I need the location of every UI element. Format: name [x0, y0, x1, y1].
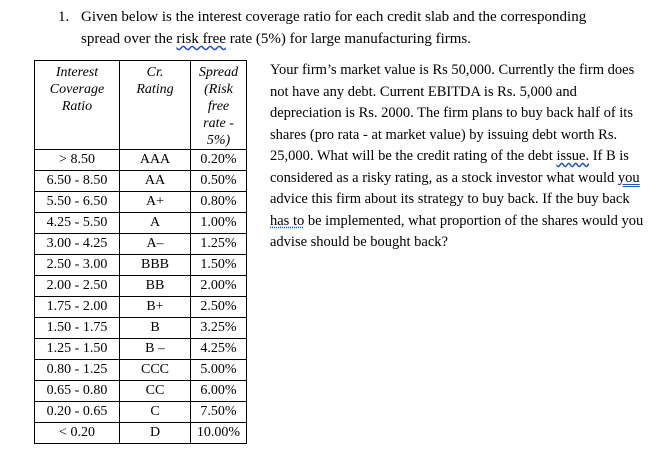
table-row [35, 297, 247, 318]
header-line: Coverage [49, 82, 105, 97]
coverage-cell: 1.75 - 2.00 [35, 297, 120, 318]
spread-cell: 0.20% [191, 150, 247, 171]
you-word: you [617, 169, 640, 186]
question-intro-line1: Given below is the interest coverage ratio for each credit slab and the corresponding [81, 9, 587, 25]
header-line: Cr. [146, 65, 164, 80]
coverage-cell: < 0.20 [35, 423, 120, 444]
coverage-cell: 6.50 - 8.50 [35, 171, 120, 192]
rating-cell: A [120, 213, 191, 234]
question-paragraph [270, 60, 648, 254]
header-line: free [207, 99, 230, 114]
header-credit-rating [120, 61, 191, 150]
header-line: Ratio [61, 99, 93, 114]
header-line: Rating [136, 82, 174, 97]
coverage-cell: 5.50 - 6.50 [35, 192, 120, 213]
table-header-row [35, 61, 247, 150]
spread-cell: 5.00% [191, 360, 247, 381]
paragraph-part1: Your firm’s market value is Rs 50,000. Currently the firm does not have any debt. Current EBITDA is Rs. 5,000 and depreciation is Rs. 2000. The firm plans to buy back half of its shares (pro rata - at market value) by issuing debt worth Rs. 25,000. What will be the credit rating of the debt [270, 62, 635, 164]
header-line: (Risk [204, 82, 233, 97]
rating-cell: C [120, 402, 191, 423]
coverage-cell: 1.25 - 1.50 [35, 339, 120, 360]
spread-cell: 7.50% [191, 402, 247, 423]
table-row [35, 360, 247, 381]
paragraph-part4: be implemented, what proportion of the shares would you advise should be bought back? [270, 212, 644, 250]
rating-cell: CCC [120, 360, 191, 381]
table-row [35, 213, 247, 234]
issue-word: issue. [556, 148, 590, 164]
rating-cell: AA [120, 171, 191, 192]
risk-free-term: risk free [176, 31, 226, 47]
spread-cell: 1.25% [191, 234, 247, 255]
coverage-cell: 3.00 - 4.25 [35, 234, 120, 255]
spread-cell: 10.00% [191, 423, 247, 444]
has-to-phrase: has to [270, 212, 305, 229]
rating-cell: B – [120, 339, 191, 360]
table-row [35, 171, 247, 192]
table-row [35, 192, 247, 213]
rating-cell: A+ [120, 192, 191, 213]
spread-cell: 4.25% [191, 339, 247, 360]
header-interest-coverage [35, 61, 120, 150]
rating-cell: BBB [120, 255, 191, 276]
rating-cell: AAA [120, 150, 191, 171]
paragraph-part3: advice this firm about its strategy to buy back. If the buy back [270, 191, 630, 207]
rating-cell: CC [120, 381, 191, 402]
table-row [35, 276, 247, 297]
table-row [35, 150, 247, 171]
header-line: rate - [203, 116, 234, 131]
coverage-cell: 0.20 - 0.65 [35, 402, 120, 423]
coverage-cell: 2.50 - 3.00 [35, 255, 120, 276]
rating-cell: A– [120, 234, 191, 255]
table-row [35, 402, 247, 423]
coverage-cell: 4.25 - 5.50 [35, 213, 120, 234]
spread-cell: 2.00% [191, 276, 247, 297]
header-line: Spread [198, 65, 239, 80]
coverage-cell: 0.65 - 0.80 [35, 381, 120, 402]
spread-cell: 1.00% [191, 213, 247, 234]
rating-cell: BB [120, 276, 191, 297]
question-intro [81, 6, 646, 50]
table-row [35, 255, 247, 276]
paragraph-part2: If B is considered as a risky rating, as a stock investor what would [270, 148, 629, 186]
question-intro-line2c: rate (5%) for large manufacturing firms. [225, 31, 471, 47]
rating-cell: D [120, 423, 191, 444]
coverage-cell: > 8.50 [35, 150, 120, 171]
spread-cell: 2.50% [191, 297, 247, 318]
spread-cell: 1.50% [191, 255, 247, 276]
table-row [35, 339, 247, 360]
spread-cell: 0.50% [191, 171, 247, 192]
credit-rating-table [34, 60, 247, 444]
table-row [35, 381, 247, 402]
rating-cell: B+ [120, 297, 191, 318]
spread-cell: 3.25% [191, 318, 247, 339]
coverage-cell: 1.50 - 1.75 [35, 318, 120, 339]
rating-cell: B [120, 318, 191, 339]
table-row [35, 234, 247, 255]
coverage-cell: 0.80 - 1.25 [35, 360, 120, 381]
header-spread [191, 61, 247, 150]
spread-cell: 6.00% [191, 381, 247, 402]
table-row [35, 318, 247, 339]
table-row [35, 423, 247, 444]
header-line: 5%) [206, 133, 231, 148]
question-intro-line2a: spread over the [81, 31, 177, 47]
question-number: 1. [58, 9, 70, 25]
coverage-cell: 2.00 - 2.50 [35, 276, 120, 297]
spread-cell: 0.80% [191, 192, 247, 213]
header-line: Interest [55, 65, 99, 80]
